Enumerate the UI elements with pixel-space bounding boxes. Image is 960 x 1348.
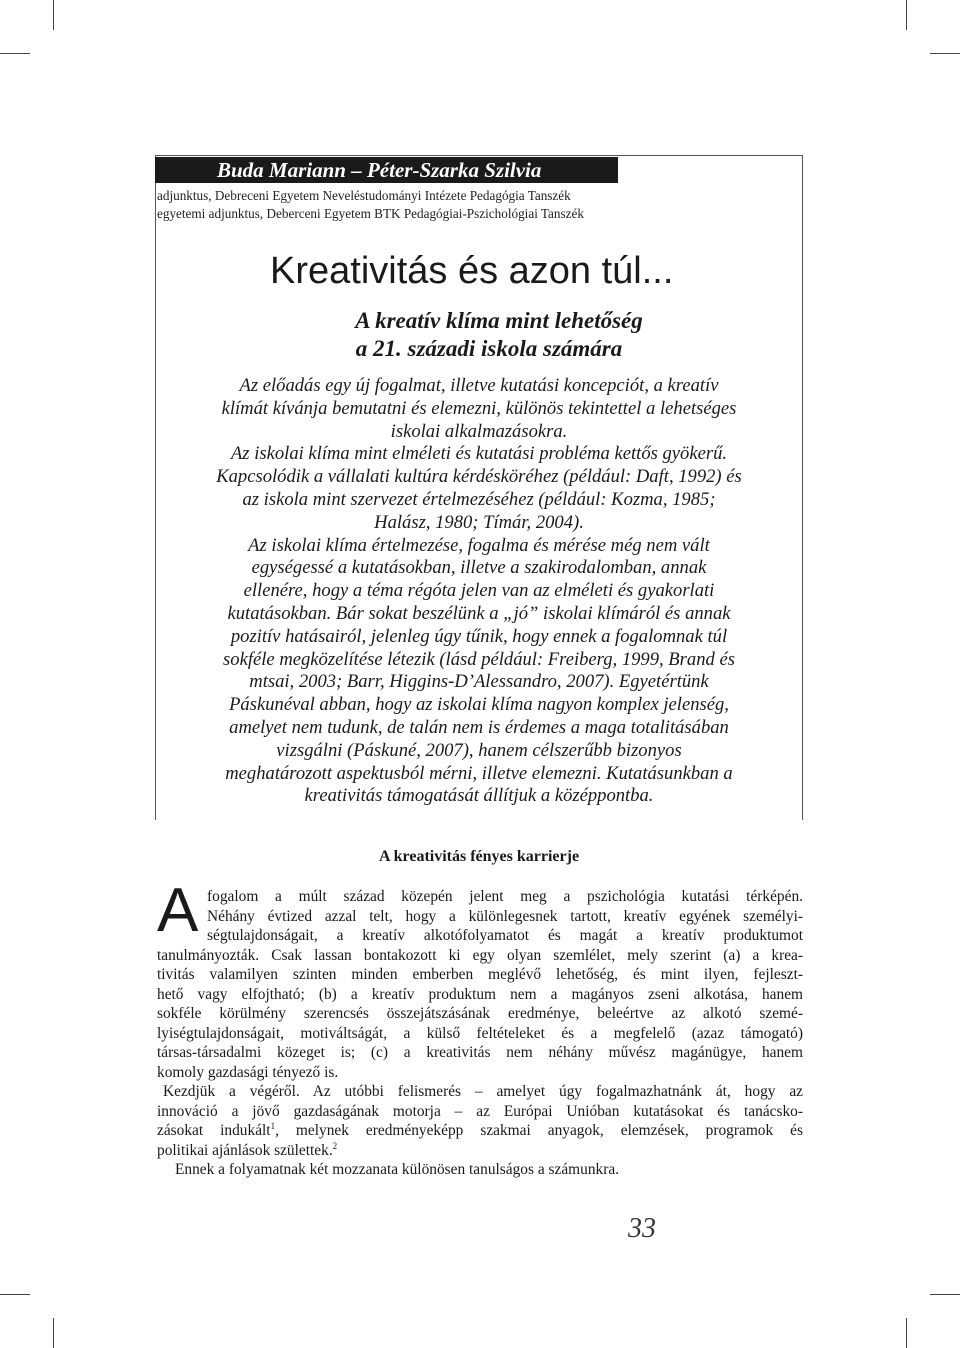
abstract-line: Kapcsolódik a vállalati kultúra kérdésköréhez (például: Daft, 1992) és <box>216 466 742 488</box>
crop-mark <box>930 1294 960 1295</box>
abstract-line: Páskunéval abban, hogy az iskolai klíma nagyon komplex jelenség, <box>229 694 729 716</box>
abstract-line: klímát kívánja bemutatni és elemezni, különös tekintettel a lehetséges <box>221 397 737 419</box>
crop-mark <box>53 1318 54 1348</box>
body-line: innováció a jövő gazdaságának motorja – az Európai Unióban kutatásokat és tanácsko- <box>157 1102 803 1120</box>
abstract-line: kutatásokban. Bár sokat beszélünk a „jó” iskolai klímáról és annak <box>227 602 731 624</box>
body-line <box>157 1141 803 1161</box>
crop-mark <box>906 1318 907 1348</box>
crop-mark <box>0 53 30 54</box>
body-line-part: politikai ajánlások születtek. <box>157 1141 333 1159</box>
abstract-line: ellenére, hogy a téma régóta jelen van az elméleti és gyakorlati <box>243 580 715 602</box>
article-subtitle-line-1: A kreatív klíma mint lehetőség <box>355 308 643 333</box>
affiliation-2: egyetemi adjunktus, Deberceni Egyetem BTK Pedagógiai-Pszichológiai Tanszék <box>157 206 584 221</box>
page-number: 33 <box>628 1213 656 1244</box>
body-line: lyiségtulajdonságait, motiváltságát, a külső feltételeket és a megfelelő (azaz támogató) <box>157 1024 803 1042</box>
body-text <box>157 887 803 1180</box>
abstract-line: Az iskolai klíma mint elméleti és kutatási probléma kettős gyökerű. <box>230 443 728 465</box>
body-line: Ennek a folyamatnak két mozzanata különösen tanulságos a számunkra. <box>175 1161 620 1178</box>
body-line: társas-társadalmi közeget is; (c) a kreativitás nem néhány művész magánügye, hanem <box>157 1044 803 1061</box>
abstract-line: kreativitás támogatását állítjuk a középpontba. <box>304 785 654 807</box>
body-line <box>157 1121 803 1141</box>
abstract-line: Halász, 1980; Tímár, 2004). <box>374 511 584 533</box>
body-line: tanulmányozták. Csak lassan bontakozott ki egy olyan szemlélet, mely szerint (a) a krea- <box>157 946 803 964</box>
affiliation-1: adjunktus, Debreceni Egyetem Neveléstudományi Intézete Pedagógia Tanszék <box>157 188 571 203</box>
body-line: hető vagy elfojtható; (b) a kreatív produktum nem a magányos zseni alkotása, hanem <box>157 985 803 1003</box>
body-line: Néhány évtized azzal telt, hogy a különlegesnek tartott, kreatív egyének személyi- <box>207 907 803 925</box>
body-line-part: , melynek eredményeképp szakmai anyagok, elemzések, programok és <box>275 1122 804 1139</box>
abstract-line: Az előadás egy új fogalmat, illetve kutatási koncepciót, a kreatív <box>239 375 719 396</box>
abstract-line: mtsai, 2003; Barr, Higgins-D’Alessandro, 2007). Egyetértünk <box>249 671 709 693</box>
article-title: Kreativitás és azon túl... <box>270 250 674 292</box>
abstract-line: meghatározott aspektusból mérni, illetve elemezni. Kutatásunkban a <box>225 762 733 784</box>
crop-mark <box>0 1294 30 1295</box>
drop-cap: A <box>157 876 199 945</box>
crop-mark <box>930 53 960 54</box>
abstract-line: vizsgálni (Páskuné, 2007), hanem célszerűbb bizonyos <box>276 739 682 761</box>
body-line: tivitás valamilyen szinten minden emberben meglévő lehetőség, és mint ilyen, fejleszt- <box>157 966 803 983</box>
abstract-line: pozitív hatásairól, jelenleg úgy tűnik, hogy ennek a fogalomnak túl <box>230 625 728 647</box>
body-line-part: zásokat indukált <box>157 1122 271 1139</box>
crop-mark <box>906 0 907 30</box>
abstract-line: Az iskolai klíma értelmezése, fogalma és mérése még nem vált <box>248 534 710 556</box>
abstract-line: iskolai alkalmazásokra. <box>390 420 568 442</box>
abstract <box>155 375 803 808</box>
body-line: ségtulajdonságait, a kreatív alkotófolyamatot és magát a kreatív produktumot <box>207 927 803 944</box>
frame-top-rule <box>155 155 803 156</box>
author-bar: Buda Mariann – Péter-Szarka Szilvia <box>155 157 618 183</box>
footnote-mark[interactable]: 1 <box>270 1120 276 1131</box>
body-line: fogalom a múlt század közepén jelent meg a pszichológia kutatási térképén. <box>207 888 803 905</box>
footnote-mark[interactable]: 2 <box>332 1140 338 1151</box>
body-line: sokféle körülmény szerencsés összejátszásának eredménye, beleértve az alkotó szemé- <box>157 1005 803 1022</box>
abstract-line: az iskola mint szervezet értelmezéséhez (például: Kozma, 1985; <box>242 488 716 510</box>
body-line: Kezdjük a végéről. Az utóbbi felismerés – amelyet úgy fogalmazhatnánk át, hogy az <box>163 1083 803 1100</box>
section-heading: A kreativitás fényes karrierje <box>378 848 580 865</box>
abstract-line: sokféle megközelítése létezik (lásd például: Freiberg, 1999, Brand és <box>223 648 735 670</box>
body-line: komoly gazdasági tényező is. <box>157 1063 339 1081</box>
abstract-line: amelyet nem tudunk, de talán nem is érdemes a maga totalitásában <box>229 716 729 738</box>
abstract-line: egységessé a kutatásokban, illetve a szakirodalomban, annak <box>251 557 707 579</box>
article-subtitle-line-2: a 21. századi iskola számára <box>355 336 623 361</box>
crop-mark <box>53 0 54 30</box>
